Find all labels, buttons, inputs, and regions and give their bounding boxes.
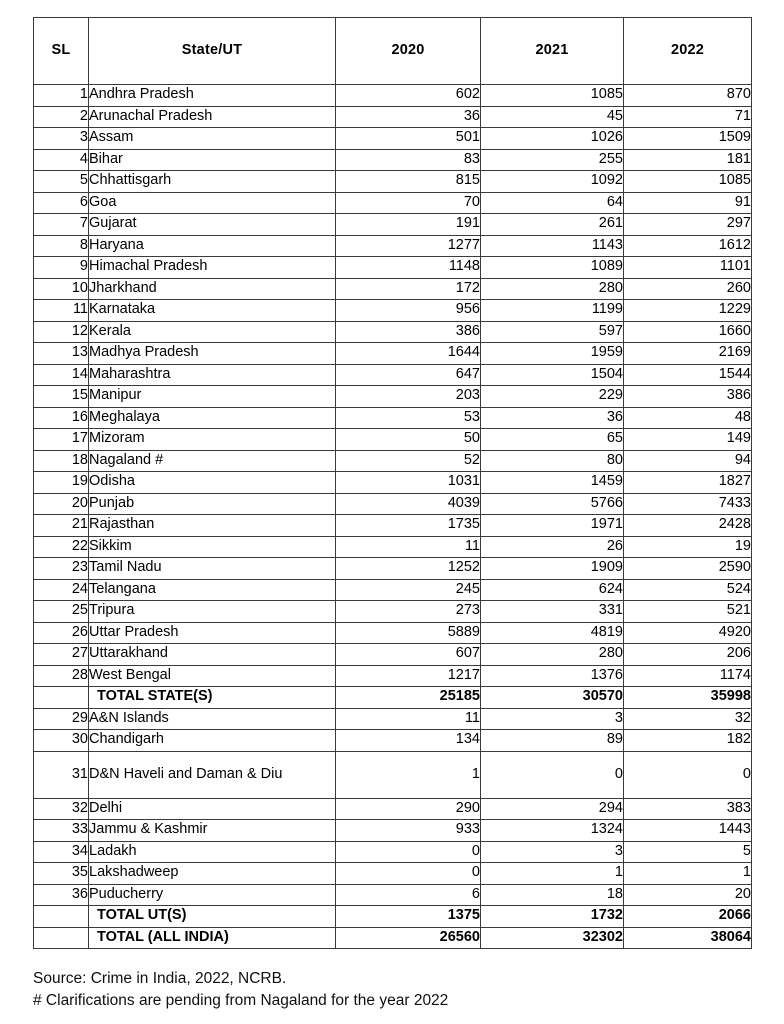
row-value-2020: 1644	[336, 343, 481, 365]
table-row	[34, 450, 752, 472]
table-footnotes	[33, 968, 753, 1012]
row-state-ut-name: A&N Islands	[89, 708, 336, 730]
table-row	[34, 863, 752, 885]
row-state-ut-name: West Bengal	[89, 665, 336, 687]
row-value-2021: 1143	[481, 235, 624, 257]
row-value-2020: 933	[336, 820, 481, 842]
row-value-2020: 53	[336, 407, 481, 429]
row-value-2022: 7433	[624, 493, 752, 515]
row-value-2021: 1504	[481, 364, 624, 386]
table-row	[34, 85, 752, 107]
row-state-ut-name: Himachal Pradesh	[89, 257, 336, 279]
table-row	[34, 407, 752, 429]
table-row	[34, 235, 752, 257]
row-state-ut-name: Lakshadweep	[89, 863, 336, 885]
row-value-2022: 260	[624, 278, 752, 300]
table-row	[34, 171, 752, 193]
row-state-ut-name: TOTAL UT(S)	[89, 906, 336, 928]
row-serial-number: 27	[34, 644, 89, 666]
row-value-2022: 1174	[624, 665, 752, 687]
table-row	[34, 343, 752, 365]
table-row	[34, 798, 752, 820]
row-state-ut-name: Odisha	[89, 472, 336, 494]
row-value-2022: 1085	[624, 171, 752, 193]
row-value-2022: 2428	[624, 515, 752, 537]
table-row	[34, 884, 752, 906]
row-serial-number: 30	[34, 730, 89, 752]
row-value-2020: 245	[336, 579, 481, 601]
row-serial-number: 4	[34, 149, 89, 171]
row-value-2021: 597	[481, 321, 624, 343]
row-value-2021: 1089	[481, 257, 624, 279]
row-value-2022: 524	[624, 579, 752, 601]
column-header-state-ut: State/UT	[89, 18, 336, 85]
row-serial-number: 12	[34, 321, 89, 343]
row-value-2020: 607	[336, 644, 481, 666]
table-row	[34, 841, 752, 863]
row-value-2022: 1612	[624, 235, 752, 257]
row-value-2021: 65	[481, 429, 624, 451]
row-value-2020: 1277	[336, 235, 481, 257]
row-value-2020: 36	[336, 106, 481, 128]
row-value-2022: 2066	[624, 906, 752, 928]
row-serial-number: 8	[34, 235, 89, 257]
table-row	[34, 622, 752, 644]
row-value-2022: 1	[624, 863, 752, 885]
row-state-ut-name: Maharashtra	[89, 364, 336, 386]
row-value-2020: 50	[336, 429, 481, 451]
row-value-2021: 255	[481, 149, 624, 171]
table-row	[34, 751, 752, 798]
row-state-ut-name: Kerala	[89, 321, 336, 343]
row-value-2020: 1252	[336, 558, 481, 580]
row-value-2021: 3	[481, 841, 624, 863]
row-value-2020: 0	[336, 863, 481, 885]
row-state-ut-name: Tripura	[89, 601, 336, 623]
row-value-2021: 261	[481, 214, 624, 236]
row-value-2022: 383	[624, 798, 752, 820]
row-value-2020: 1217	[336, 665, 481, 687]
row-state-ut-name: Tamil Nadu	[89, 558, 336, 580]
row-state-ut-name: Telangana	[89, 579, 336, 601]
row-value-2020: 956	[336, 300, 481, 322]
row-state-ut-name: Bihar	[89, 149, 336, 171]
table-row	[34, 579, 752, 601]
row-value-2020: 386	[336, 321, 481, 343]
row-value-2020: 501	[336, 128, 481, 150]
row-state-ut-name: Mizoram	[89, 429, 336, 451]
column-header-2022: 2022	[624, 18, 752, 85]
row-value-2022: 1101	[624, 257, 752, 279]
row-serial-number: 23	[34, 558, 89, 580]
row-serial-number: 10	[34, 278, 89, 300]
row-value-2022: 206	[624, 644, 752, 666]
row-serial-number: 22	[34, 536, 89, 558]
table-row	[34, 321, 752, 343]
table-row	[34, 386, 752, 408]
table-row	[34, 820, 752, 842]
row-state-ut-name: Chandigarh	[89, 730, 336, 752]
row-state-ut-name: Chhattisgarh	[89, 171, 336, 193]
row-serial-number: 24	[34, 579, 89, 601]
row-value-2022: 181	[624, 149, 752, 171]
row-value-2022: 1544	[624, 364, 752, 386]
row-value-2020: 25185	[336, 687, 481, 709]
row-value-2022: 1443	[624, 820, 752, 842]
row-value-2021: 280	[481, 278, 624, 300]
row-value-2022: 297	[624, 214, 752, 236]
row-value-2022: 870	[624, 85, 752, 107]
row-state-ut-name: TOTAL STATE(S)	[89, 687, 336, 709]
table-row	[34, 128, 752, 150]
row-serial-number: 25	[34, 601, 89, 623]
row-value-2020: 203	[336, 386, 481, 408]
row-serial-number: 28	[34, 665, 89, 687]
row-serial-number: 31	[34, 751, 89, 798]
row-value-2020: 26560	[336, 927, 481, 949]
row-state-ut-name: Uttar Pradesh	[89, 622, 336, 644]
row-value-2020: 5889	[336, 622, 481, 644]
row-value-2022: 91	[624, 192, 752, 214]
row-value-2020: 1735	[336, 515, 481, 537]
row-value-2022: 1229	[624, 300, 752, 322]
row-value-2020: 1	[336, 751, 481, 798]
row-state-ut-name: Madhya Pradesh	[89, 343, 336, 365]
row-serial-number: 9	[34, 257, 89, 279]
row-state-ut-name: Rajasthan	[89, 515, 336, 537]
row-value-2022: 149	[624, 429, 752, 451]
table-row	[34, 558, 752, 580]
row-value-2022: 35998	[624, 687, 752, 709]
row-state-ut-name: Gujarat	[89, 214, 336, 236]
row-value-2021: 1959	[481, 343, 624, 365]
table-row	[34, 493, 752, 515]
row-value-2021: 331	[481, 601, 624, 623]
table-row	[34, 192, 752, 214]
row-state-ut-name: Andhra Pradesh	[89, 85, 336, 107]
row-serial-number: 19	[34, 472, 89, 494]
row-value-2021: 1971	[481, 515, 624, 537]
row-state-ut-name: Karnataka	[89, 300, 336, 322]
row-value-2021: 1732	[481, 906, 624, 928]
row-serial-number: 26	[34, 622, 89, 644]
table-total-row	[34, 906, 752, 928]
row-value-2021: 80	[481, 450, 624, 472]
row-serial-number: 1	[34, 85, 89, 107]
row-value-2022: 1509	[624, 128, 752, 150]
table-row	[34, 429, 752, 451]
row-value-2020: 172	[336, 278, 481, 300]
row-state-ut-name: Jharkhand	[89, 278, 336, 300]
table-row	[34, 300, 752, 322]
row-serial-number: 3	[34, 128, 89, 150]
row-state-ut-name: Uttarakhand	[89, 644, 336, 666]
row-state-ut-name: TOTAL (ALL INDIA)	[89, 927, 336, 949]
row-value-2022: 182	[624, 730, 752, 752]
row-serial-number: 13	[34, 343, 89, 365]
row-serial-number: 20	[34, 493, 89, 515]
row-value-2021: 1324	[481, 820, 624, 842]
row-value-2020: 602	[336, 85, 481, 107]
row-value-2021: 89	[481, 730, 624, 752]
row-state-ut-name: Manipur	[89, 386, 336, 408]
row-value-2020: 134	[336, 730, 481, 752]
row-value-2021: 45	[481, 106, 624, 128]
row-value-2021: 294	[481, 798, 624, 820]
row-state-ut-name: Goa	[89, 192, 336, 214]
row-value-2021: 18	[481, 884, 624, 906]
table-row	[34, 472, 752, 494]
row-value-2020: 191	[336, 214, 481, 236]
row-value-2021: 4819	[481, 622, 624, 644]
row-value-2020: 83	[336, 149, 481, 171]
column-header-sl: SL	[34, 18, 89, 85]
row-serial-number: 29	[34, 708, 89, 730]
row-value-2021: 32302	[481, 927, 624, 949]
row-serial-number	[34, 906, 89, 928]
row-serial-number: 36	[34, 884, 89, 906]
column-header-2020: 2020	[336, 18, 481, 85]
row-value-2021: 26	[481, 536, 624, 558]
table-total-row	[34, 927, 752, 949]
row-state-ut-name: Sikkim	[89, 536, 336, 558]
row-value-2022: 94	[624, 450, 752, 472]
table-row	[34, 730, 752, 752]
row-state-ut-name: Ladakh	[89, 841, 336, 863]
row-value-2020: 1031	[336, 472, 481, 494]
table-row	[34, 536, 752, 558]
row-state-ut-name: Jammu & Kashmir	[89, 820, 336, 842]
row-serial-number: 32	[34, 798, 89, 820]
table-row	[34, 106, 752, 128]
table-row	[34, 515, 752, 537]
row-value-2021: 280	[481, 644, 624, 666]
table-row	[34, 149, 752, 171]
table-row	[34, 278, 752, 300]
row-value-2020: 6	[336, 884, 481, 906]
row-value-2021: 1376	[481, 665, 624, 687]
row-value-2022: 38064	[624, 927, 752, 949]
table-body	[34, 85, 752, 949]
row-value-2021: 3	[481, 708, 624, 730]
table-header-row	[34, 18, 752, 85]
row-value-2022: 521	[624, 601, 752, 623]
row-value-2020: 0	[336, 841, 481, 863]
row-serial-number: 15	[34, 386, 89, 408]
row-value-2022: 32	[624, 708, 752, 730]
row-value-2021: 1909	[481, 558, 624, 580]
row-value-2021: 624	[481, 579, 624, 601]
row-value-2022: 19	[624, 536, 752, 558]
row-value-2021: 1026	[481, 128, 624, 150]
row-value-2021: 36	[481, 407, 624, 429]
row-state-ut-name: Haryana	[89, 235, 336, 257]
row-value-2020: 290	[336, 798, 481, 820]
row-serial-number: 2	[34, 106, 89, 128]
row-state-ut-name: Delhi	[89, 798, 336, 820]
row-value-2022: 1827	[624, 472, 752, 494]
row-serial-number: 17	[34, 429, 89, 451]
row-value-2021: 64	[481, 192, 624, 214]
row-value-2022: 20	[624, 884, 752, 906]
row-value-2022: 2590	[624, 558, 752, 580]
row-state-ut-name: Puducherry	[89, 884, 336, 906]
row-serial-number: 35	[34, 863, 89, 885]
row-serial-number: 14	[34, 364, 89, 386]
row-value-2021: 1199	[481, 300, 624, 322]
table-row	[34, 257, 752, 279]
table-header	[34, 18, 752, 85]
row-value-2021: 229	[481, 386, 624, 408]
row-serial-number: 33	[34, 820, 89, 842]
row-value-2022: 4920	[624, 622, 752, 644]
row-value-2020: 11	[336, 708, 481, 730]
footnote-source: Source: Crime in India, 2022, NCRB.	[33, 970, 287, 987]
row-value-2022: 2169	[624, 343, 752, 365]
row-value-2020: 70	[336, 192, 481, 214]
row-value-2021: 1085	[481, 85, 624, 107]
row-value-2022: 5	[624, 841, 752, 863]
row-value-2020: 1148	[336, 257, 481, 279]
row-value-2020: 52	[336, 450, 481, 472]
row-state-ut-name: Arunachal Pradesh	[89, 106, 336, 128]
row-serial-number: 5	[34, 171, 89, 193]
row-serial-number: 34	[34, 841, 89, 863]
row-value-2021: 5766	[481, 493, 624, 515]
table-row	[34, 644, 752, 666]
row-value-2021: 1	[481, 863, 624, 885]
row-serial-number: 21	[34, 515, 89, 537]
row-value-2022: 386	[624, 386, 752, 408]
row-state-ut-name: Punjab	[89, 493, 336, 515]
row-value-2020: 815	[336, 171, 481, 193]
row-state-ut-name: Meghalaya	[89, 407, 336, 429]
state-ut-statistics-table	[33, 17, 752, 949]
footnote-clarification: # Clarifications are pending from Nagaland for the year 2022	[33, 992, 449, 1009]
row-value-2022: 48	[624, 407, 752, 429]
row-state-ut-name: Assam	[89, 128, 336, 150]
column-header-2021: 2021	[481, 18, 624, 85]
row-state-ut-name: D&N Haveli and Daman & Diu	[89, 751, 336, 798]
table-row	[34, 214, 752, 236]
row-serial-number: 7	[34, 214, 89, 236]
row-value-2022: 71	[624, 106, 752, 128]
table-row	[34, 665, 752, 687]
row-value-2020: 273	[336, 601, 481, 623]
row-serial-number: 11	[34, 300, 89, 322]
row-value-2020: 1375	[336, 906, 481, 928]
row-serial-number: 16	[34, 407, 89, 429]
statistics-table-container	[33, 17, 751, 949]
row-value-2020: 647	[336, 364, 481, 386]
row-value-2021: 30570	[481, 687, 624, 709]
row-value-2021: 1092	[481, 171, 624, 193]
row-serial-number: 6	[34, 192, 89, 214]
row-value-2020: 11	[336, 536, 481, 558]
table-row	[34, 364, 752, 386]
table-total-row	[34, 687, 752, 709]
row-serial-number	[34, 927, 89, 949]
row-value-2021: 1459	[481, 472, 624, 494]
table-row	[34, 708, 752, 730]
row-serial-number	[34, 687, 89, 709]
row-value-2020: 4039	[336, 493, 481, 515]
row-value-2021: 0	[481, 751, 624, 798]
row-serial-number: 18	[34, 450, 89, 472]
row-state-ut-name: Nagaland #	[89, 450, 336, 472]
table-row	[34, 601, 752, 623]
row-value-2022: 0	[624, 751, 752, 798]
row-value-2022: 1660	[624, 321, 752, 343]
